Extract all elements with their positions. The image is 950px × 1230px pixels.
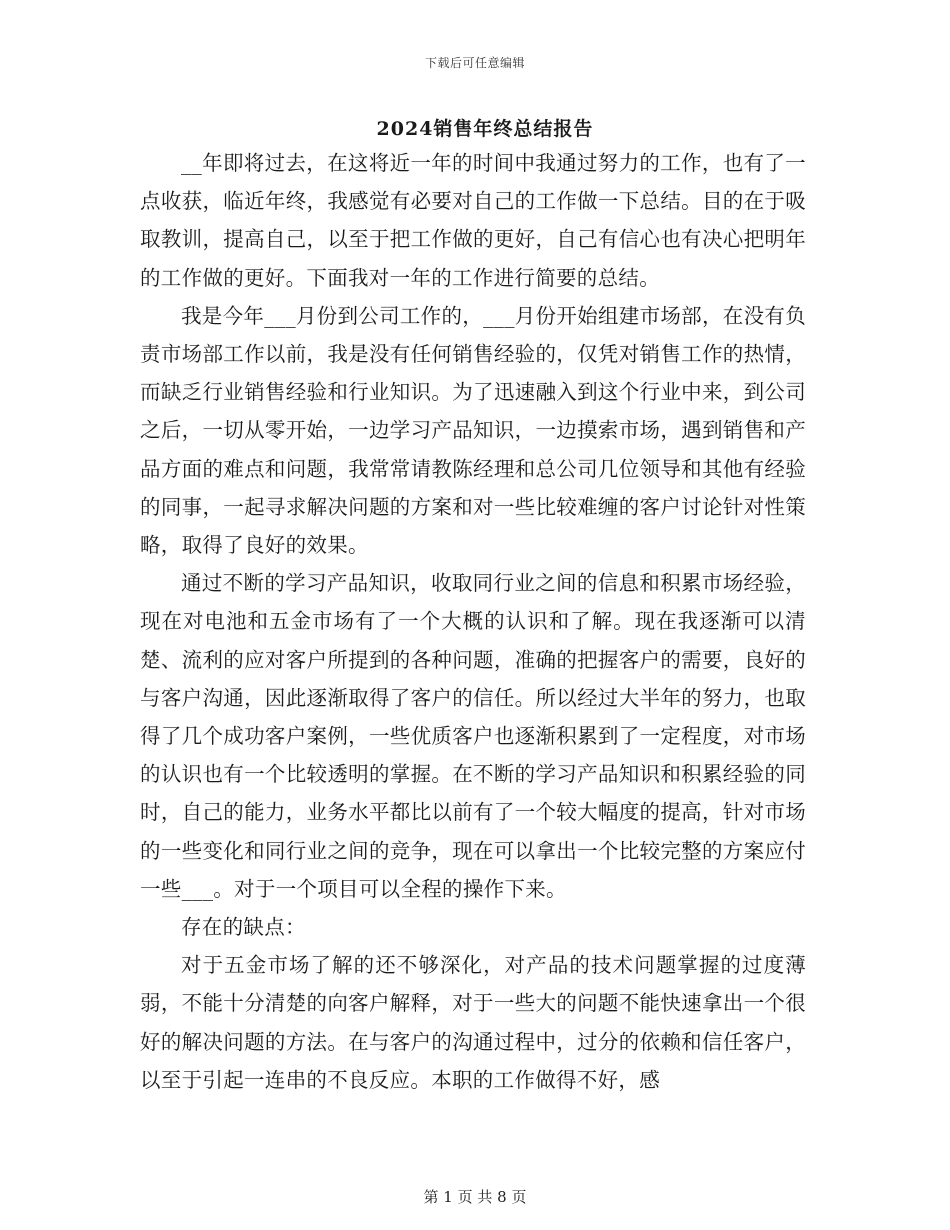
paragraph-shortcomings-heading: 存在的缺点： [181, 915, 306, 940]
paragraph-achievements: 通过不断的学习产品知识，收取同行业之间的信息和积累市场经验，现在对电池和五金市场有了一个大概的认识和了解。现在我逐渐可以清楚、流利的应对客户所提到的各种问题，准确的把握客户的需要，良好的与客户沟通，因此逐渐取得了客户的信任。所以经过大半年的努力，也取得了几个成功客户案例，一些优质客户也逐渐积累到了一定程度，对市场的认识也有一个比较透明的掌握。在不断的学习产品知识和积累经验的同时，自己的能力，业务水平都比以前有了一个较大幅度的提高，针对市场的一些变化和同行业之间的竞争，现在可以拿出一个比较完整的方案应付一些___。对于一个项目可以全程的操作下来。 [140, 571, 806, 901]
document-body [140, 144, 806, 1099]
page-number-footer: 第 1 页 共 8 页 [423, 1188, 527, 1206]
paragraph-intro: __年即将过去，在这将近一年的时间中我通过努力的工作，也有了一点收获，临近年终，我感觉有必要对自己的工作做一下总结。目的在于吸取教训，提高自己，以至于把工作做的更好，自己有信心也有决心把明年的工作做的更好。下面我对一年的工作进行简要的总结。 [140, 151, 806, 290]
page-header-note: 下载后可任意编辑 [424, 56, 525, 70]
paragraph-background: 我是今年___月份到公司工作的，___月份开始组建市场部，在没有负责市场部工作以前，我是没有任何销售经验的，仅凭对销售工作的热情，而缺乏行业销售经验和行业知识。为了迅速融入到这个行业中来，到公司之后，一切从零开始，一边学习产品知识，一边摸索市场，遇到销售和产品方面的难点和问题，我常常请教陈经理和总公司几位领导和其他有经验的同事，一起寻求解决问题的方案和对一些比较难缠的客户讨论针对性策略，取得了良好的效果。 [140, 303, 806, 558]
document-title: 2024销售年终总结报告 [376, 118, 594, 140]
paragraph-shortcomings: 对于五金市场了解的还不够深化，对产品的技术问题掌握的过度薄弱，不能十分清楚的向客户解释，对于一些大的问题不能快速拿出一个很好的解决问题的方法。在与客户的沟通过程中，过分的依赖和信任客户，以至于引起一连串的不良反应。本职的工作做得不好，感 [140, 953, 806, 1092]
